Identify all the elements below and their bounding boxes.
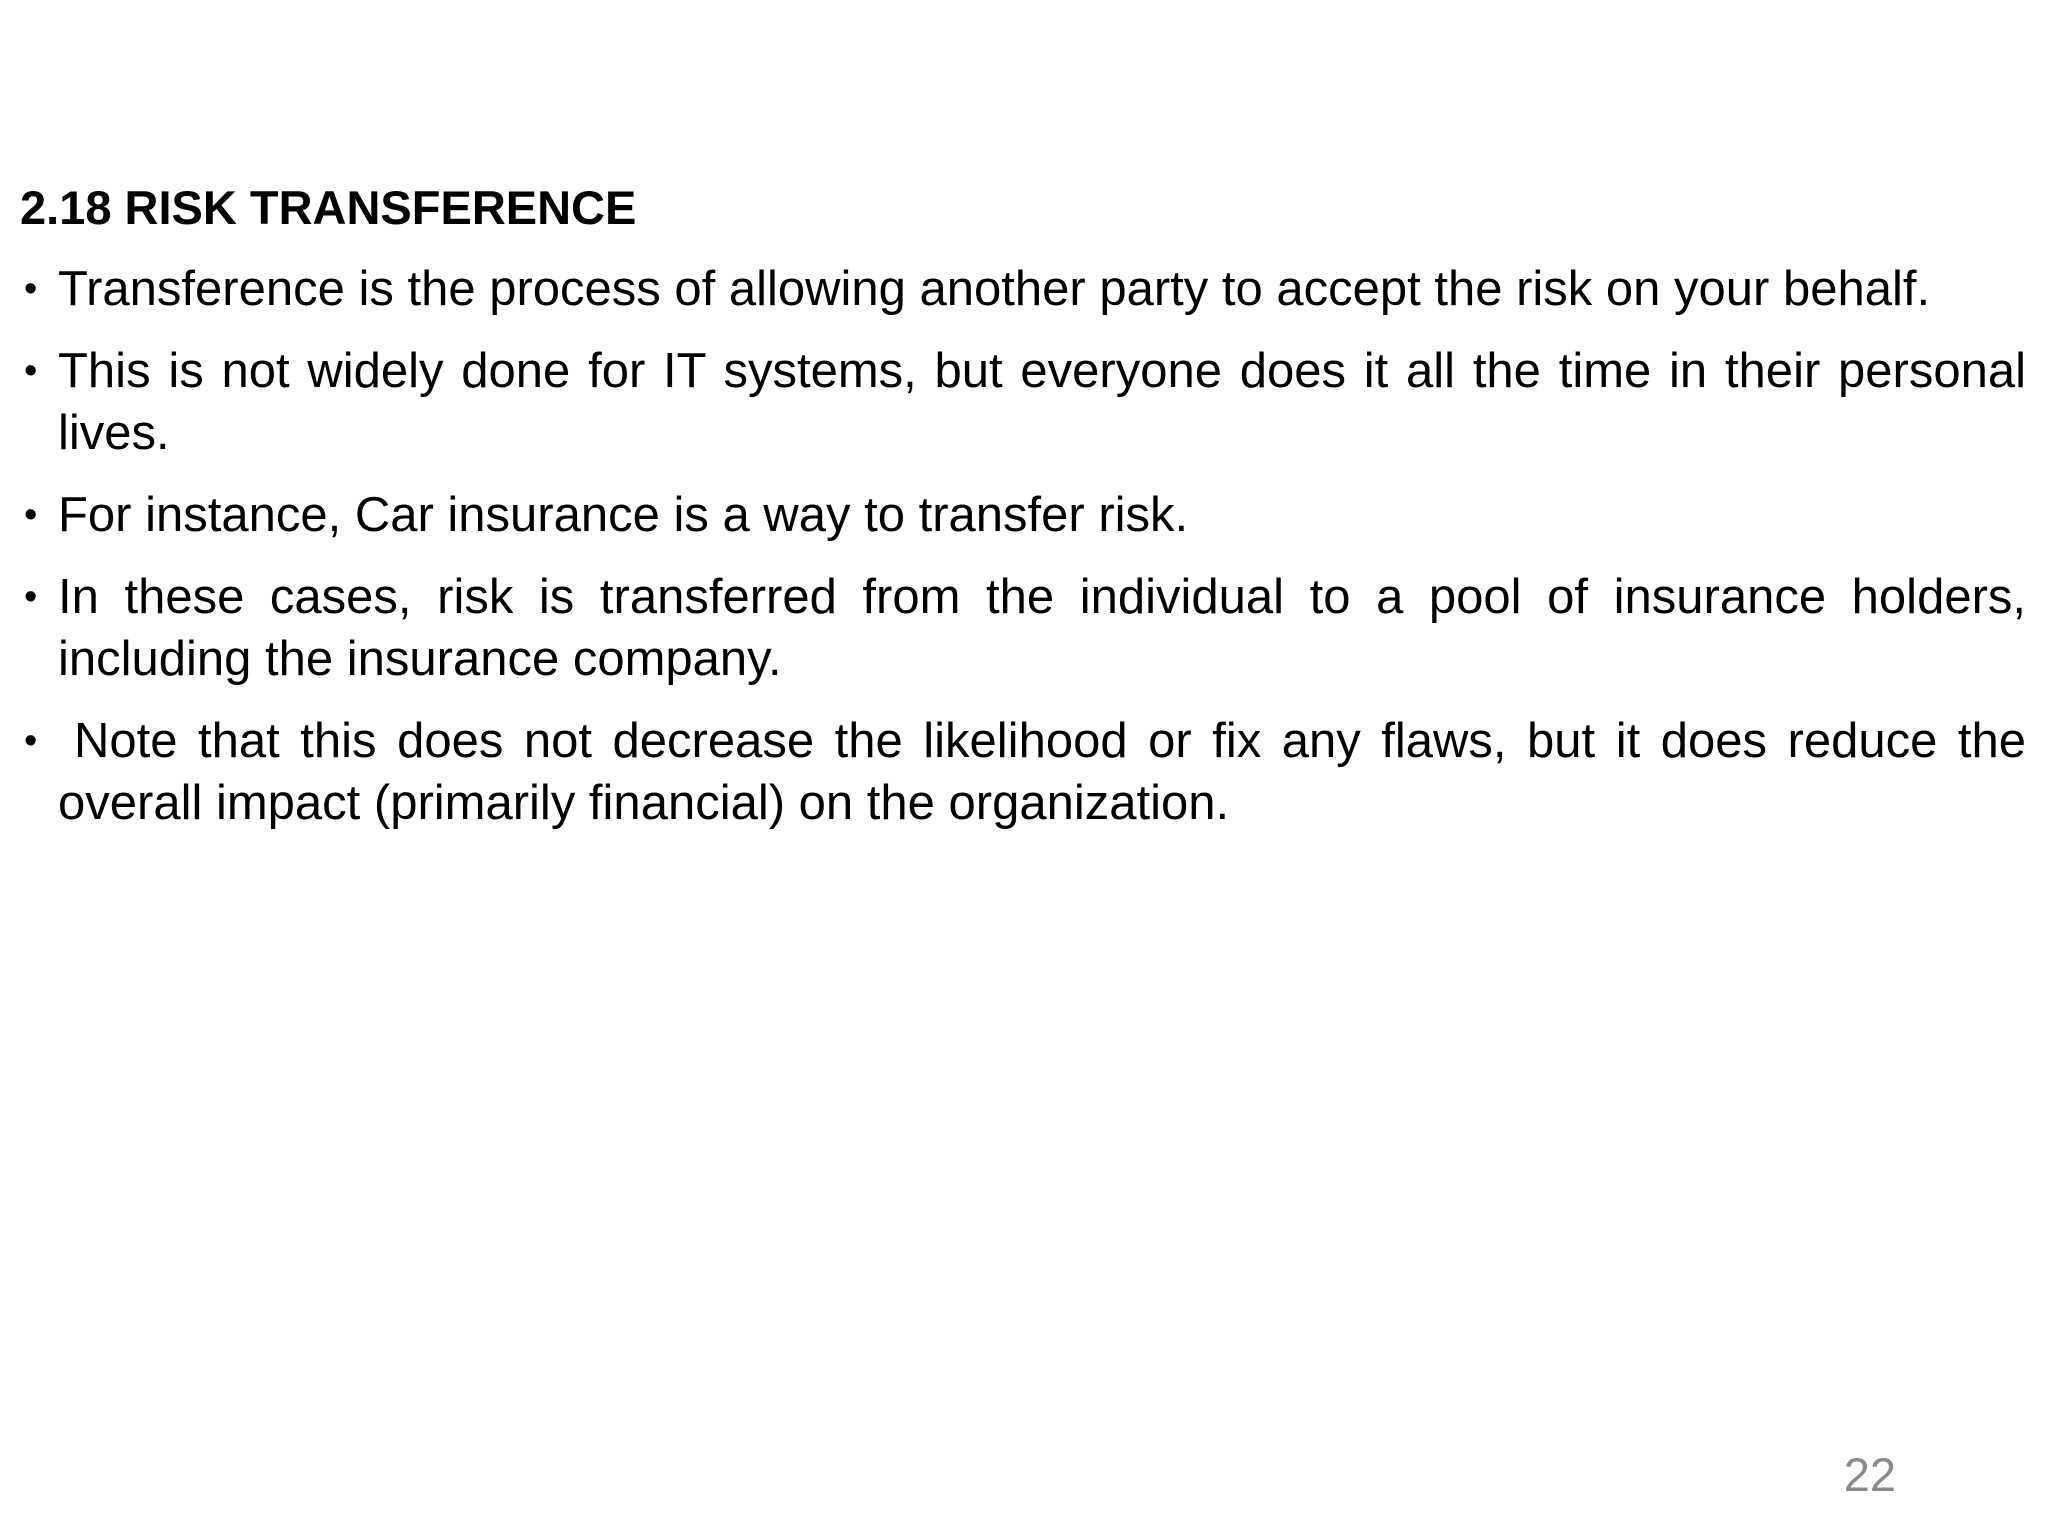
bullet-icon: • xyxy=(24,720,38,762)
bullet-item xyxy=(24,484,2026,546)
bullet-icon: • xyxy=(24,268,38,310)
page-number: 22 xyxy=(1843,1448,1896,1501)
bullet-text: In these cases, risk is transferred from the individual to a pool of insurance holders, including the insurance company. xyxy=(58,570,2026,686)
bullet-text: Note that this does not decrease the likelihood or fix any flaws, but it does reduce the overall impact (primarily financial) on the organization. xyxy=(58,714,2026,830)
slide-title: 2.18 RISK TRANSFERENCE xyxy=(20,181,637,234)
bullet-icon: • xyxy=(24,494,38,536)
bullet-text: For instance, Car insurance is a way to transfer risk. xyxy=(58,488,1189,542)
bullet-item xyxy=(24,258,2026,320)
bullet-item xyxy=(24,340,2026,464)
bullet-icon: • xyxy=(24,576,38,618)
bullet-item xyxy=(24,566,2026,690)
bullet-list xyxy=(0,258,2048,854)
bullet-text: This is not widely done for IT systems, but everyone does it all the time in their personal lives. xyxy=(58,344,2026,460)
bullet-text: Transference is the process of allowing another party to accept the risk on your behalf. xyxy=(58,262,1931,316)
bullet-icon: • xyxy=(24,350,38,392)
bullet-item xyxy=(24,710,2026,834)
